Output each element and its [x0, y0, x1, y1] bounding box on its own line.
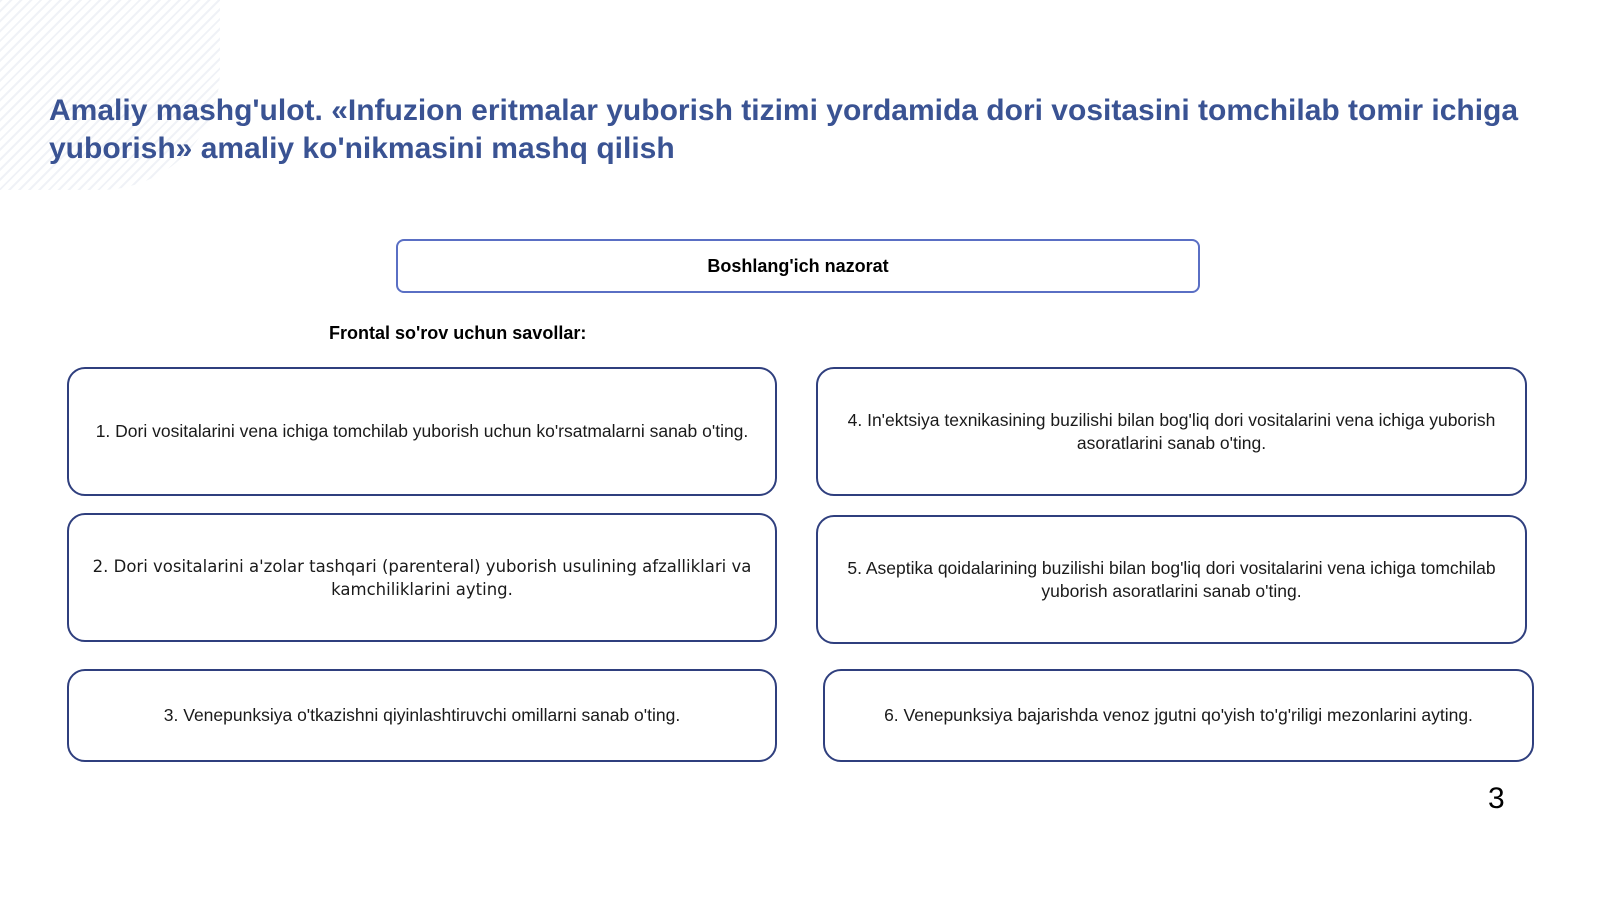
questions-subtitle: Frontal so'rov uchun savollar:	[329, 323, 587, 343]
question-text-6: 6. Venepunksiya bajarishda venoz jgutni qo'yish to'g'riligi mezonlarini ayting.	[884, 705, 1473, 725]
initial-control-label: Boshlang'ich nazorat	[707, 255, 889, 276]
question-box-3	[67, 669, 777, 762]
initial-control-box	[396, 239, 1200, 293]
question-text-4: 4. In'ektsiya texnikasining buzilishi bilan bog'liq dori vositalarini vena ichiga yuborish asoratlarini sanab o'ting.	[847, 409, 1496, 453]
question-box-6	[823, 669, 1534, 762]
question-text-2: 2. Dori vositalarini a'zolar tashqari (parenteral) yuborish usulining afzalliklari va kamchiliklarini ayting.	[92, 556, 752, 599]
page-number: 3	[1488, 782, 1505, 815]
question-text-1: 1. Dori vositalarini vena ichiga tomchilab yuborish uchun ko'rsatmalarni sanab o'ting.	[95, 421, 749, 441]
question-box-5	[816, 515, 1527, 644]
slide-title: Amaliy mashg'ulot. «Infuzion eritmalar yuborish tizimi yordamida dori vositasini tomchilab tomir ichiga yuborish» amaliy ko'nikmasini mashq qilish	[49, 94, 1519, 165]
question-text-3: 3. Venepunksiya o'tkazishni qiyinlashtiruvchi omillarni sanab o'ting.	[163, 705, 681, 725]
question-text-5: 5. Aseptika qoidalarining buzilishi bilan bog'liq dori vositalarini vena ichiga tomchilab yuborish asoratlarini sanab o'ting.	[847, 557, 1496, 601]
question-box-2	[67, 513, 777, 642]
question-box-4	[816, 367, 1527, 496]
question-box-1	[67, 367, 777, 496]
